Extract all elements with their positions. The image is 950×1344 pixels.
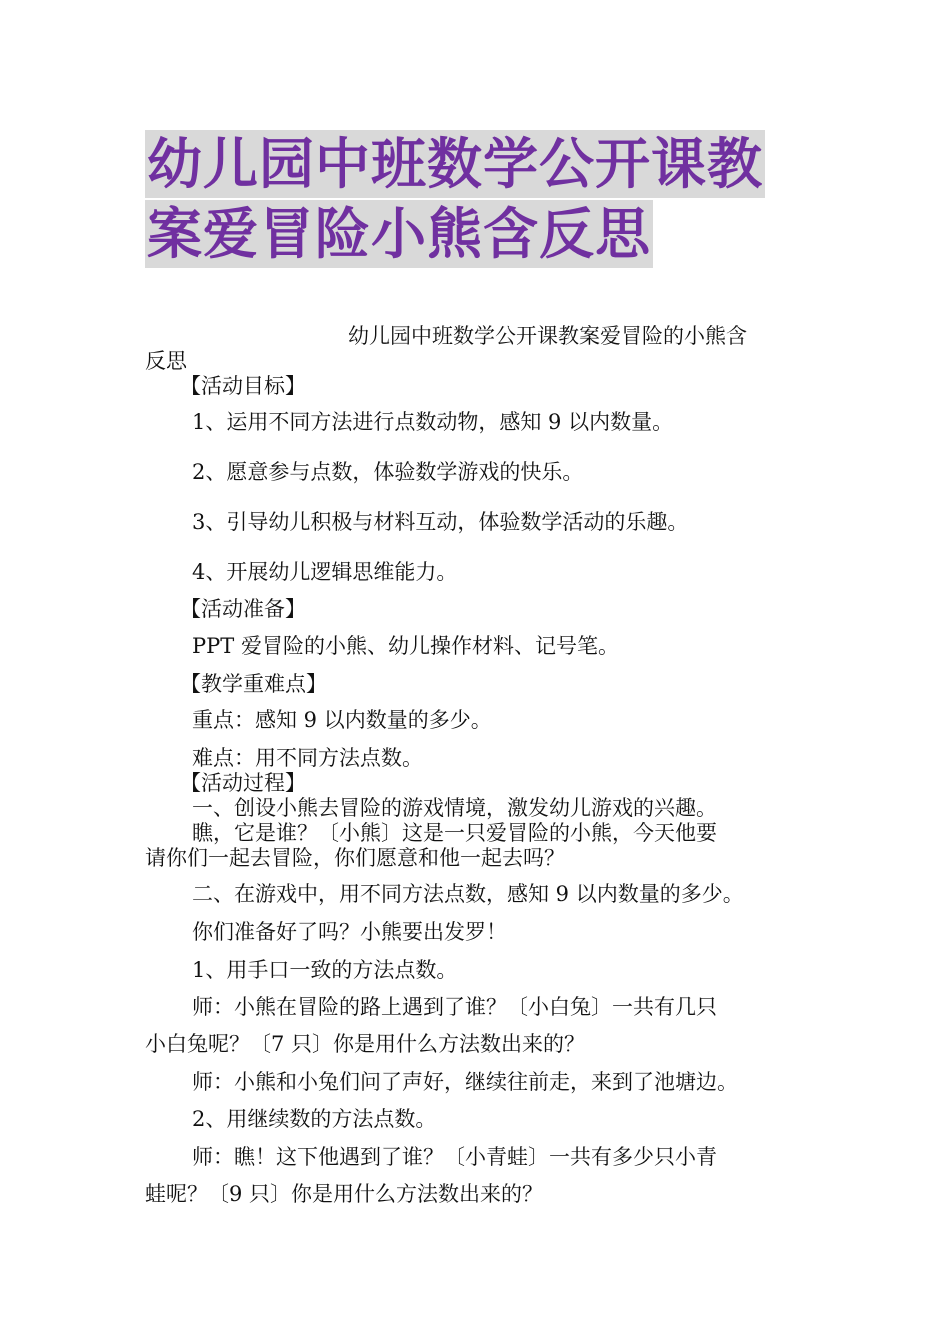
- teacher-line-1-part-2: 小白兔呢？〔7 只〕你是用什么方法数出来的？: [145, 1032, 586, 1056]
- process-step-1: 一、创设小熊去冒险的游戏情境，激发幼儿游戏的兴趣。: [192, 796, 717, 820]
- paragraph-2: 你们准备好了吗？小熊要出发罗！: [192, 920, 507, 944]
- key-point-text: 重点：感知 9 以内数量的多少。: [192, 708, 492, 732]
- subtitle-line-2: 反思: [145, 349, 187, 373]
- preparation-text: PPT 爱冒险的小熊、幼儿操作材料、记号笔。: [192, 634, 619, 658]
- goal-item-1: 1、运用不同方法进行点数动物，感知 9 以内数量。: [192, 410, 674, 434]
- section-heading-process: 【活动过程】: [180, 771, 306, 795]
- paragraph-1-line-1: 瞧，它是谁？〔小熊〕这是一只爱冒险的小熊，今天他要: [192, 821, 717, 845]
- teacher-line-2: 师：小熊和小兔们问了声好，继续往前走，来到了池塘边。: [192, 1070, 738, 1094]
- section-heading-preparation: 【活动准备】: [180, 597, 306, 621]
- difficult-point-text: 难点：用不同方法点数。: [192, 746, 423, 770]
- goal-item-4: 4、开展幼儿逻辑思维能力。: [192, 560, 458, 584]
- subtitle-line-1: 幼儿园中班数学公开课教案爱冒险的小熊含: [348, 324, 747, 348]
- goal-item-3: 3、引导幼儿积极与材料互动，体验数学活动的乐趣。: [192, 510, 689, 534]
- method-2-heading: 2、用继续数的方法点数。: [192, 1107, 437, 1131]
- teacher-line-3-part-1: 师：瞧！这下他遇到了谁？〔小青蛙〕一共有多少只小青: [192, 1145, 717, 1169]
- document-title-line-2: 案爱冒险小熊含反思: [147, 202, 652, 266]
- teacher-line-3-part-2: 蛙呢？〔9 只〕你是用什么方法数出来的？: [145, 1182, 544, 1206]
- teacher-line-1-part-1: 师：小熊在冒险的路上遇到了谁？〔小白兔〕一共有几只: [192, 995, 717, 1019]
- paragraph-1-line-2: 请你们一起去冒险，你们愿意和他一起去吗？: [145, 846, 565, 870]
- section-heading-key-points: 【教学重难点】: [180, 672, 327, 696]
- method-1-heading: 1、用手口一致的方法点数。: [192, 958, 458, 982]
- document-title-line-1: 幼儿园中班数学公开课教: [147, 132, 764, 196]
- goal-item-2: 2、愿意参与点数，体验数学游戏的快乐。: [192, 460, 584, 484]
- process-step-2: 二、在游戏中，用不同方法点数，感知 9 以内数量的多少。: [192, 882, 744, 906]
- section-heading-goals: 【活动目标】: [180, 374, 306, 398]
